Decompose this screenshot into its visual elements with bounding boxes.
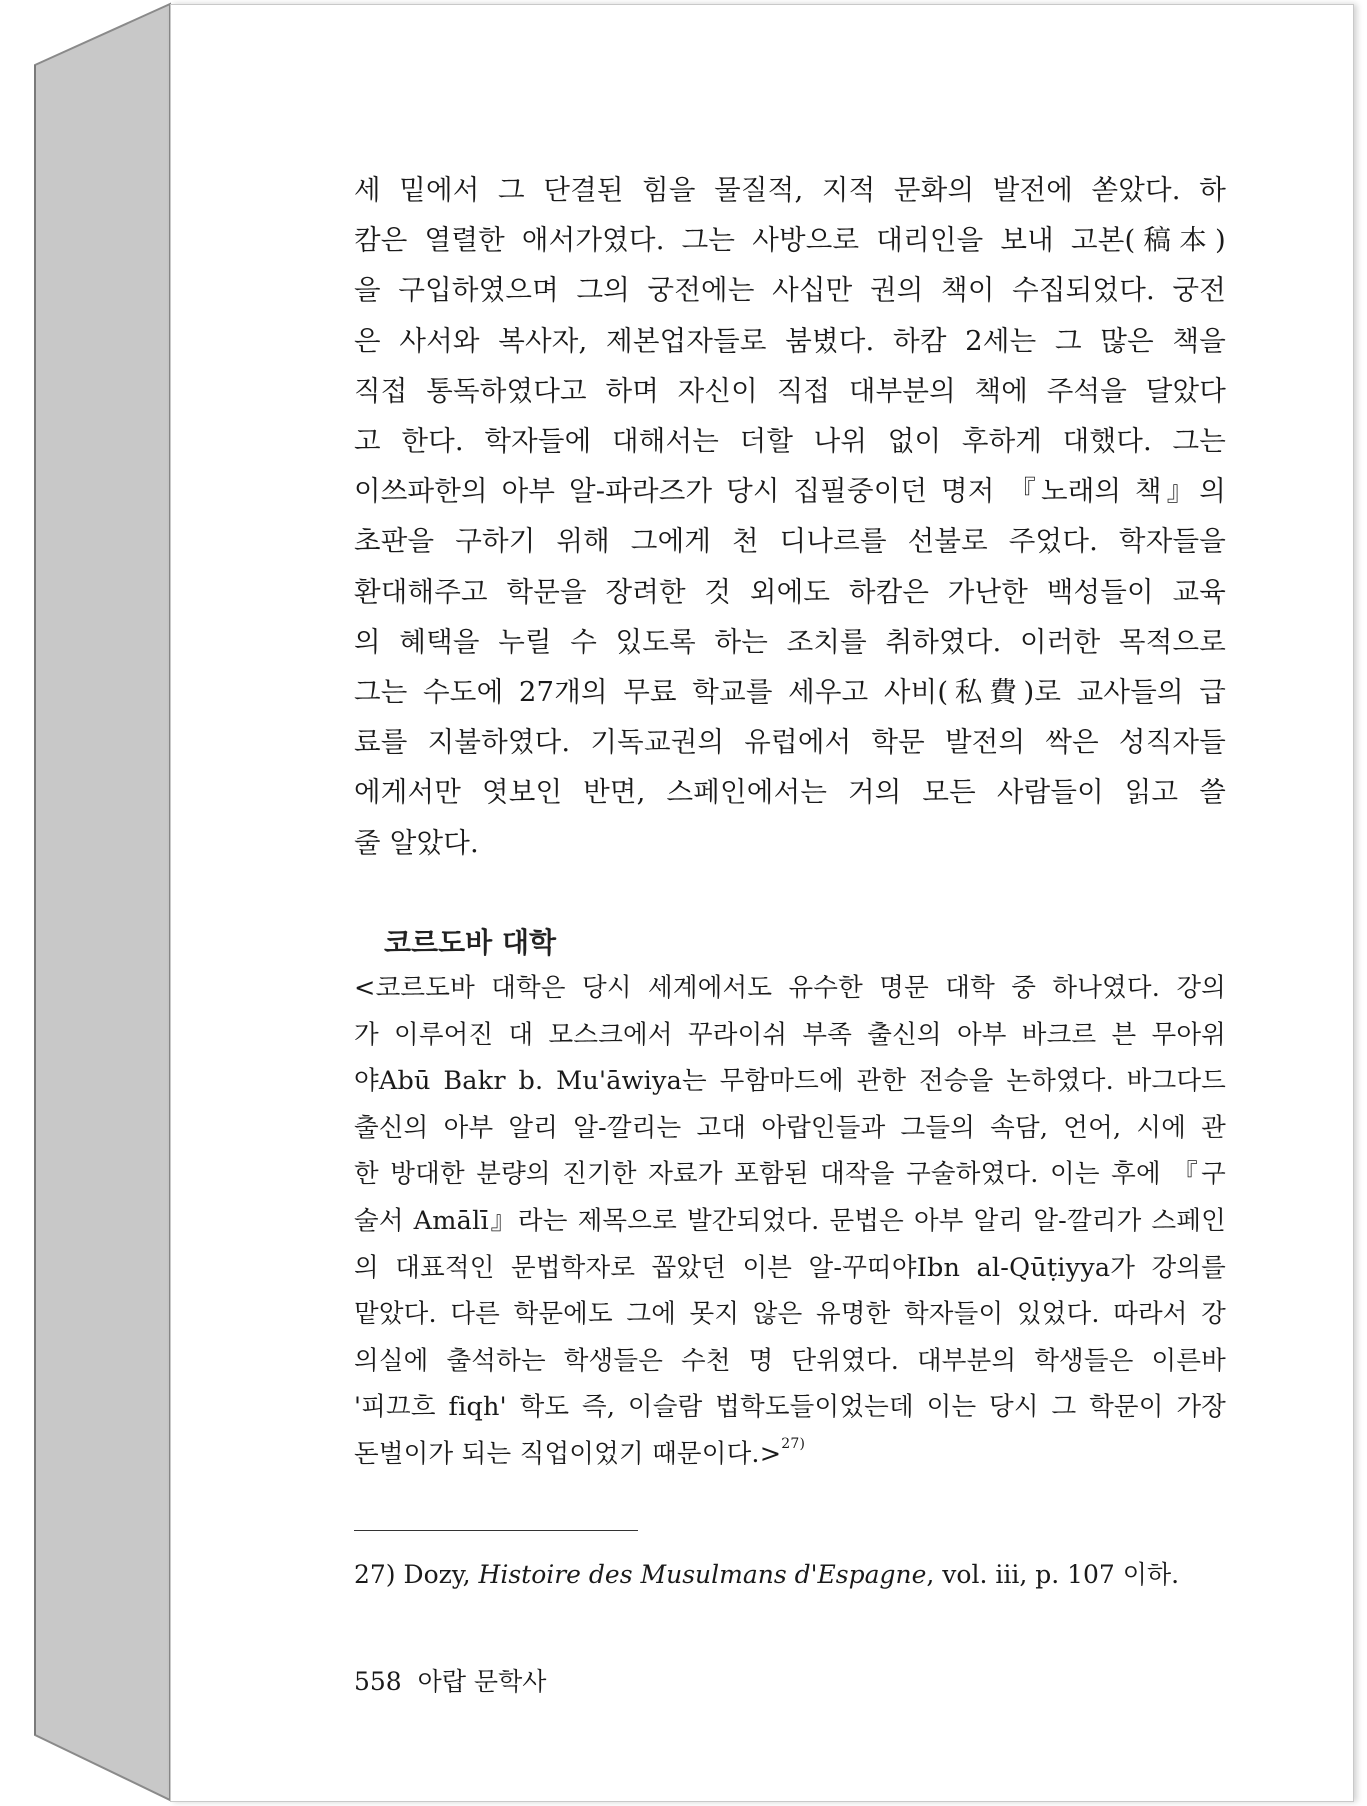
text-line: 한 방대한 분량의 진기한 자료가 포함된 대작을 구술하였다. 이는 후에 『구 (354, 1159, 1226, 1190)
text-line: 맡았다. 다른 학문에도 그에 못지 않은 유명한 학자들이 있었다. 따라서 강 (354, 1299, 1226, 1330)
text-line: 을 구입하였으며 그의 궁전에는 사십만 권의 책이 수집되었다. 궁전 (354, 274, 1226, 307)
text-line: 캄은 열렬한 애서가였다. 그는 사방으로 대리인을 보내 고본(稿本) (354, 224, 1226, 257)
text-line: 출신의 아부 알리 알-깔리는 고대 아랍인들과 그들의 속담, 언어, 시에 관 (354, 1112, 1226, 1143)
page-footer (354, 1662, 546, 1698)
section-heading: 코르도바 대학 (384, 926, 557, 959)
text-line: 이쓰파한의 아부 알-파라즈가 당시 집필중이던 명저 『노래의 책』의 (354, 475, 1226, 508)
footnote-author: Dozy, (403, 1560, 471, 1589)
footnote (354, 1555, 1226, 1591)
footnote-reference[interactable]: 27) (781, 1435, 806, 1452)
text-line: 에게서만 엿보인 반면, 스페인에서는 거의 모든 사람들이 읽고 쓸 (354, 776, 1226, 809)
footnote-work-title: Histoire des Musulmans d'Espagne (478, 1560, 927, 1589)
text-line: 의 대표적인 문법학자로 꼽았던 이븐 알-꾸띠야Ibn al-Qūṭiyya가 강의를 (354, 1252, 1226, 1283)
quoted-section (354, 965, 1226, 1478)
text-line: 직접 통독하였다고 하며 자신이 직접 대부분의 책에 주석을 달았다 (354, 374, 1226, 407)
text-line: 의 혜택을 누릴 수 있도록 하는 조치를 취하였다. 이러한 목적으로 (354, 625, 1226, 658)
text-line: 환대해주고 학문을 장려한 것 외에도 하캄은 가난한 백성들이 교육 (354, 575, 1226, 608)
text-line: 술서 Amālī』라는 제목으로 발간되었다. 문법은 아부 알리 알-깔리가 스페인 (354, 1205, 1226, 1236)
text-line: 줄 알았다. (354, 826, 479, 859)
text-line: 그는 수도에 27개의 무료 학교를 세우고 사비(私費)로 교사들의 급 (354, 676, 1226, 709)
text-line: 고 한다. 학자들에 대해서는 더할 나위 없이 후하게 대했다. 그는 (354, 425, 1226, 458)
text-line: '피끄흐 fiqh' 학도 즉, 이슬람 법학도들이었는데 이는 당시 그 학문이 가장 (354, 1392, 1226, 1423)
footnote-citation: , vol. iii, p. 107 이하. (926, 1560, 1180, 1589)
text-line: 료를 지불하였다. 기독교권의 유럽에서 학문 발전의 싹은 성직자들 (354, 726, 1226, 759)
page-number: 558 (354, 1667, 402, 1696)
footnote-number: 27) (354, 1560, 396, 1589)
text-line (354, 1431, 1226, 1478)
text-line: 가 이루어진 대 모스크에서 꾸라이쉬 부족 출신의 아부 바크르 븐 무아위 (354, 1019, 1226, 1050)
text-line: 은 사서와 복사자, 제본업자들로 붐볐다. 하캄 2세는 그 많은 책을 (354, 324, 1226, 357)
book-page (170, 4, 1354, 1802)
text-line: 초판을 구하기 위해 그에게 천 디나르를 선불로 주었다. 학자들을 (354, 525, 1226, 558)
page-content (354, 165, 1226, 1696)
footnote-divider (354, 1530, 638, 1531)
body-paragraph (354, 165, 1226, 868)
text-line-content: 돈벌이가 되는 직업이었기 때문이다.> (354, 1438, 782, 1469)
quote-paragraph (354, 965, 1226, 1478)
text-line: 의실에 출석하는 학생들은 수천 명 단위였다. 대부분의 학생들은 이른바 (354, 1345, 1226, 1376)
running-title: 아랍 문학사 (417, 1667, 547, 1696)
text-line: 야Abū Bakr b. Mu'āwiya는 무함마드에 관한 전승을 논하였다. 바그다드 (354, 1066, 1226, 1097)
text-line: <코르도바 대학은 당시 세계에서도 유수한 명문 대학 중 하나였다. 강의 (354, 973, 1226, 1003)
text-line: 세 밑에서 그 단결된 힘을 물질적, 지적 문화의 발전에 쏟았다. 하 (354, 174, 1226, 206)
